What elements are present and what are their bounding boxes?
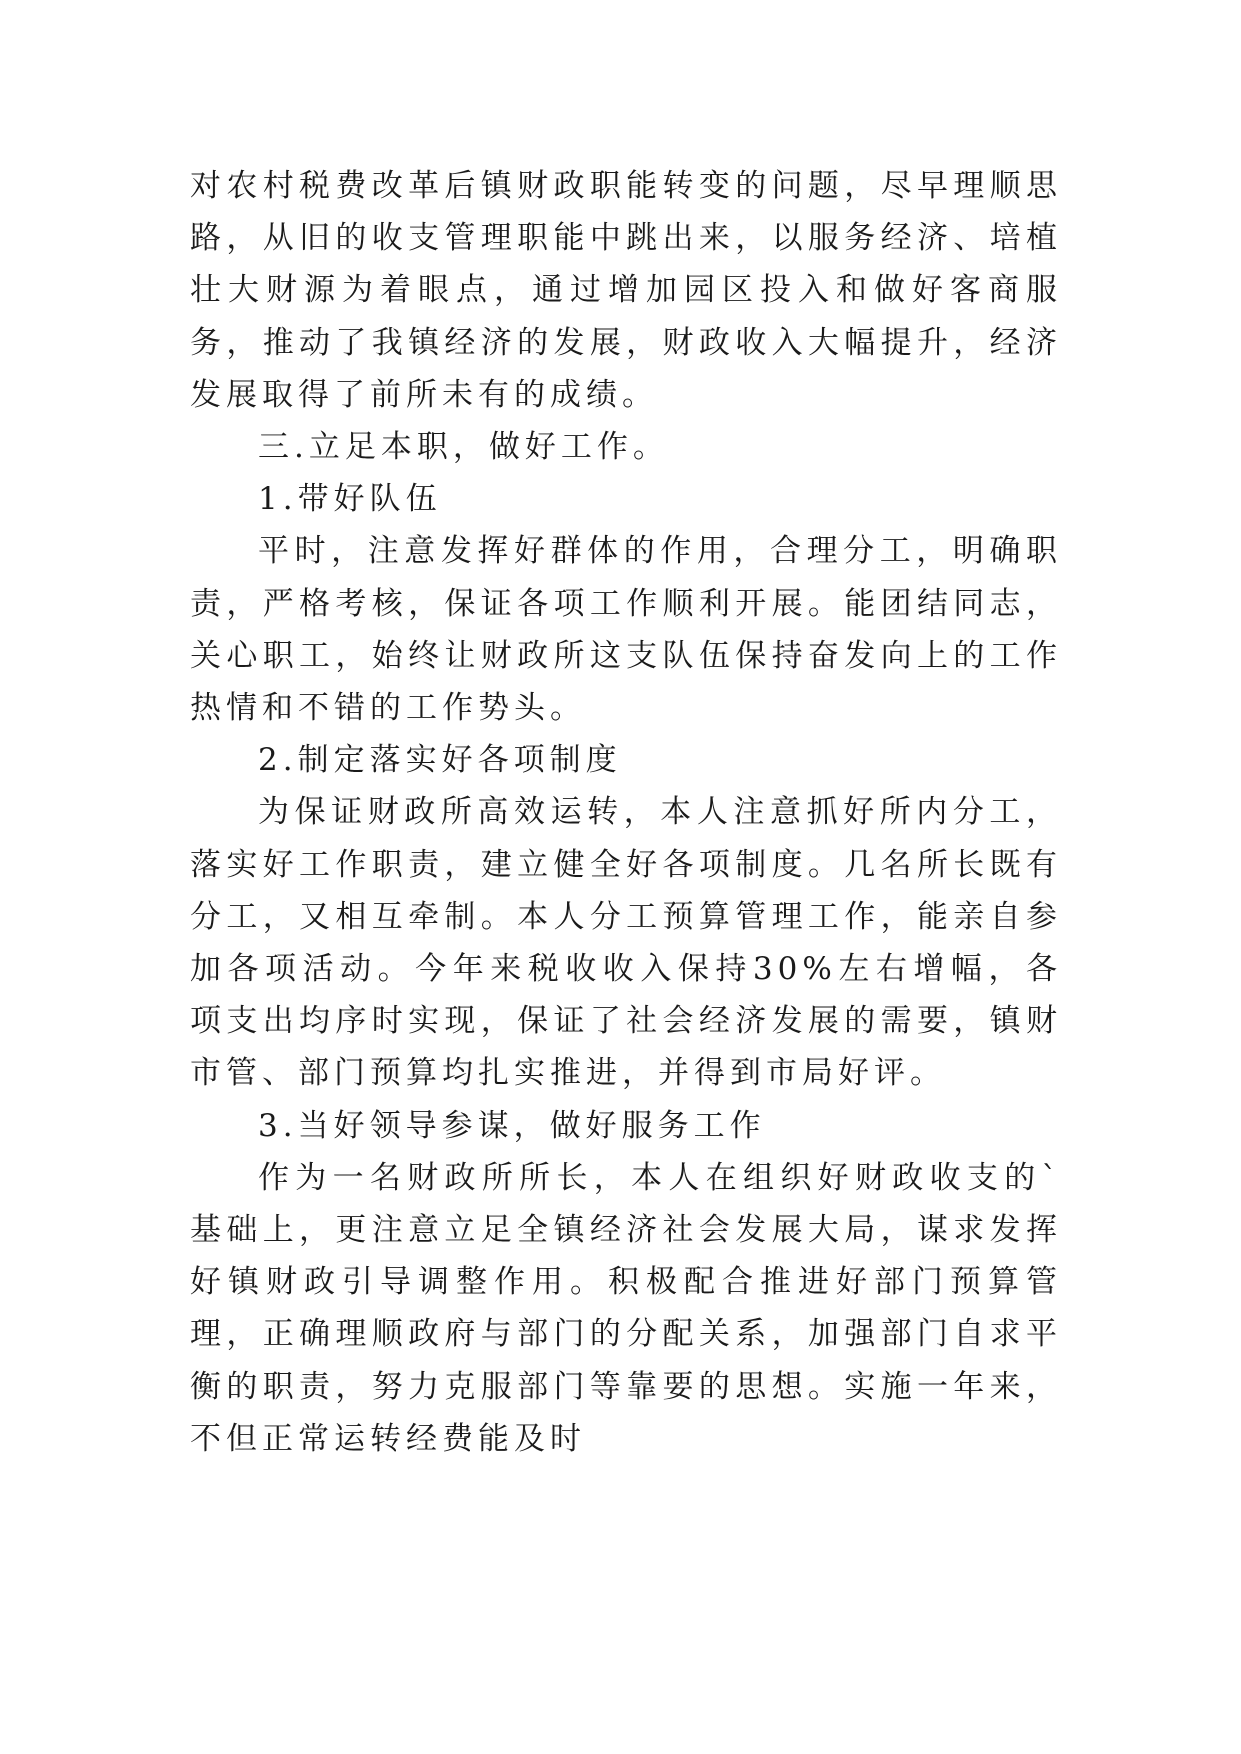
subheading-2: 2.制定落实好各项制度	[258, 742, 622, 779]
section-heading: 三.立足本职，做好工作。	[258, 429, 669, 466]
paragraph-service: 作为一名财政所所长，本人在组织好财政收支的`基础上，更注意立足全镇经济社会发展大局，谋求发挥好镇财政引导调整作用。积极配合推进好部门预算管理，正确理顺政府与部门的分配关系，加强部门自求平衡的职责，努力克服部门等靠要的思想。实施一年来，不但正常运转经费能及时	[190, 1159, 1062, 1457]
paragraph-continuation: 对农村税费改革后镇财政职能转变的问题，尽早理顺思路，从旧的收支管理职能中跳出来，以服务经济、培植壮大财源为着眼点，通过增加园区投入和做好客商服务，推动了我镇经济的发展，财政收入大幅提升，经济发展取得了前所未有的成绩。	[190, 168, 1062, 413]
paragraph-team: 平时，注意发挥好群体的作用，合理分工，明确职责，严格考核，保证各项工作顺利开展。能团结同志，关心职工，始终让财政所这支队伍保持奋发向上的工作热情和不错的工作势头。	[190, 533, 1062, 727]
paragraph-systems: 为保证财政所高效运转，本人注意抓好所内分工，落实好工作职责，建立健全好各项制度。几名所长既有分工，又相互牵制。本人分工预算管理工作，能亲自参加各项活动。今年来税收收入保持30%左右增幅，各项支出均序时实现，保证了社会经济发展的需要，镇财市管、部门预算均扎实推进，并得到市局好评。	[190, 794, 1062, 1092]
subheading-3: 3.当好领导参谋，做好服务工作	[258, 1107, 766, 1144]
document-body	[190, 160, 1062, 1465]
subheading-1: 1.带好队伍	[258, 481, 442, 518]
